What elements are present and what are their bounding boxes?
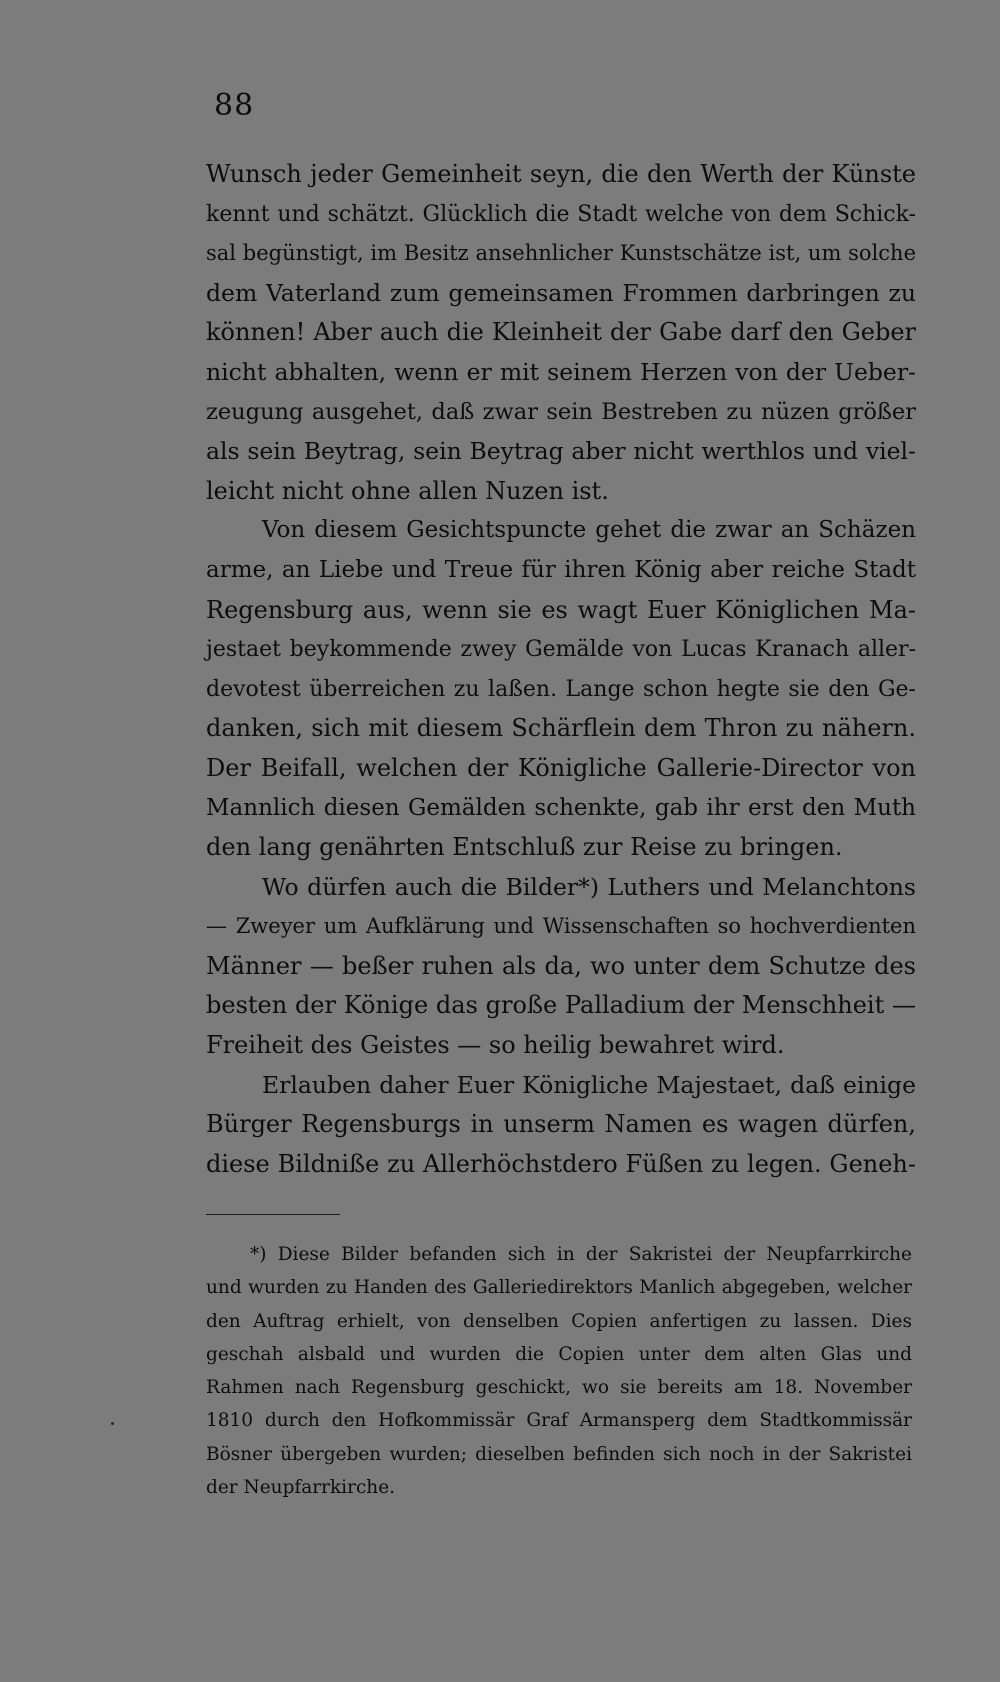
text-line: können! Aber auch die Kleinheit der Gabe darf den Geber [206,318,916,347]
text-line: Bürger Regensburgs in unserm Namen es wagen dürfen, [206,1110,916,1139]
text-line: devotest überreichen zu laßen. Lange schon hegte sie den Ge- [206,676,916,702]
text-line: — Zweyer um Aufklärung und Wissenschaften so hochverdienten [206,914,916,939]
text-line: den lang genährten Entschluß zur Reise zu bringen. [206,833,843,862]
text-line: leicht nicht ohne allen Nuzen ist. [206,476,609,505]
text-line: sal begünstigt, im Besitz ansehnlicher Kunstschätze ist, um solche [206,241,916,266]
text-line: jestaet beykommende zwey Gemälde von Lucas Kranach aller- [206,637,916,663]
footnote-line: Bösner übergeben wurden; dieselben befinden sich noch in der Sakristei [206,1443,912,1465]
text-line: Der Beifall, welchen der Königliche Gallerie-Director von [206,753,916,782]
text-line: besten der Könige das große Palladium der Menschheit — [206,991,916,1020]
page-number: 88 [214,88,255,123]
footnote-line: den Auftrag erhielt, von denselben Copien anfertigen zu lassen. Dies [206,1310,912,1332]
text-line: Von diesem Gesichtspuncte gehet die zwar an Schäzen [262,517,916,544]
text-line: als sein Beytrag, sein Beytrag aber nicht werthlos und viel- [206,437,916,466]
text-line: Erlauben daher Euer Königliche Majestaet, daß einige [262,1070,916,1099]
text-line: nicht abhalten, wenn er mit seinem Herzen von der Ueber- [206,357,916,386]
text-line: dem Vaterland zum gemeinsamen Frommen darbringen zu [206,278,916,307]
text-line: Männer — beßer ruhen als da, wo unter dem Schutze des [206,951,916,980]
footnote-line: und wurden zu Handen des Galleriedirektors Manlich abgegeben, welcher [206,1277,912,1299]
text-line: zeugung ausgehet, daß zwar sein Bestreben zu nüzen größer [206,398,916,425]
footnote-line: 1810 durch den Hofkommissär Graf Armansperg dem Stadtkommissär [206,1410,912,1432]
body-text [206,155,916,1184]
text-line: diese Bildniße zu Allerhöchstdero Füßen zu legen. Geneh- [206,1149,916,1178]
footnote [206,1238,912,1504]
text-line: Wunsch jeder Gemeinheit seyn, die den Werth der Künste [206,160,916,188]
text-line: arme, an Liebe und Treue für ihren König aber reiche Stadt [206,556,916,583]
footnote-line: Rahmen nach Regensburg geschickt, wo sie bereits am 18. November [206,1377,912,1399]
footnote-line: *) Diese Bilder befanden sich in der Sakristei der Neupfarrkirche [250,1244,912,1265]
footnote-line: geschah alsbald und wurden die Copien unter dem alten Glas und [206,1343,912,1365]
text-line: Regensburg aus, wenn sie es wagt Euer Königlichen Ma- [206,595,916,624]
text-line: kennt und schätzt. Glücklich die Stadt welche von dem Schick- [206,201,916,227]
text-line: danken, sich mit diesem Schärflein dem Thron zu nähern. [206,714,916,743]
text-line: Mannlich diesen Gemälden schenkte, gab ihr erst den Muth [206,794,916,821]
footnote-divider [206,1214,340,1215]
footnote-line: der Neupfarrkirche. [206,1477,396,1499]
scan-speck [111,1422,114,1425]
text-line: Wo dürfen auch die Bilder*) Luthers und Melanchtons [262,872,916,901]
text-line: Freiheit des Geistes — so heilig bewahret wird. [206,1031,785,1060]
